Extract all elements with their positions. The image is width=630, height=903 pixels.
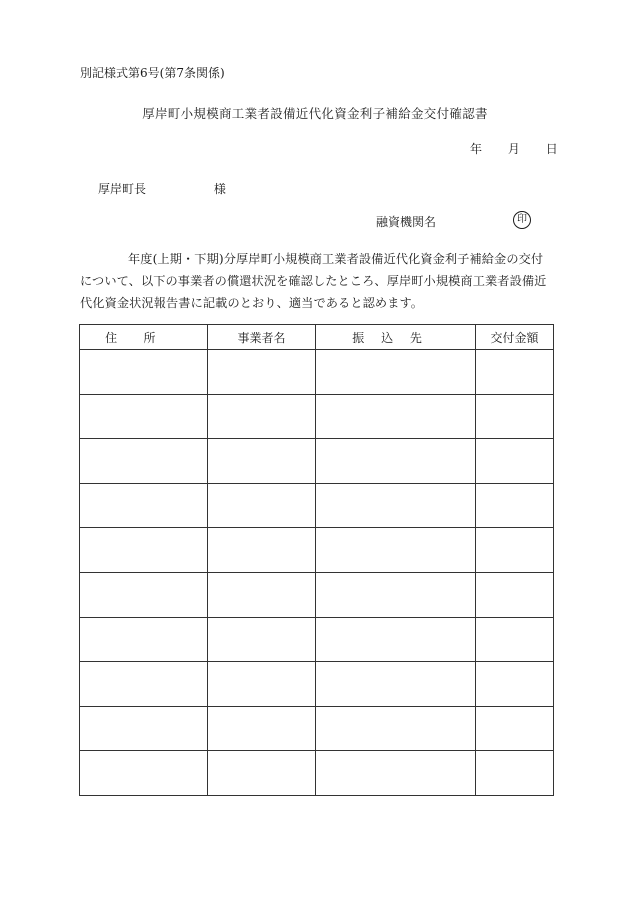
address-cell[interactable] xyxy=(80,439,208,484)
grant-amount-cell[interactable] xyxy=(476,528,554,573)
table-row xyxy=(80,528,554,573)
business-name-cell[interactable] xyxy=(208,572,316,617)
bank-name-label: 融資機関名 xyxy=(376,215,437,229)
grant-amount-cell[interactable] xyxy=(476,483,554,528)
business-name-cell[interactable] xyxy=(208,617,316,662)
grant-amount-cell[interactable] xyxy=(476,706,554,751)
header-address: 住所 xyxy=(80,325,208,350)
header-transfer-destination: 振込先 xyxy=(316,325,476,350)
table-row xyxy=(80,706,554,751)
grant-amount-cell[interactable] xyxy=(476,662,554,707)
year-label: 年 xyxy=(470,142,483,156)
business-name-cell[interactable] xyxy=(208,751,316,796)
transfer-destination-cell[interactable] xyxy=(316,617,476,662)
table-row xyxy=(80,483,554,528)
address-cell[interactable] xyxy=(80,528,208,573)
transfer-destination-cell[interactable] xyxy=(316,751,476,796)
table-row xyxy=(80,439,554,484)
transfer-destination-cell[interactable] xyxy=(316,483,476,528)
address-cell[interactable] xyxy=(80,483,208,528)
business-name-cell[interactable] xyxy=(208,439,316,484)
day-label: 日 xyxy=(545,142,558,156)
addressee xyxy=(98,180,226,197)
seal-mark-icon: 印 xyxy=(513,211,531,229)
grant-amount-cell[interactable] xyxy=(476,350,554,395)
confirmation-text: 年度(上期・下期)分厚岸町小規模商工業者設備近代化資金利子補給金の交付について、以下の事業者の償還状況を確認したところ、厚岸町小規模商工業者設備近代化資金状況報告書に記載のとおり、適当であると認めます。 xyxy=(80,252,547,310)
transfer-destination-cell[interactable] xyxy=(316,394,476,439)
table-row xyxy=(80,572,554,617)
address-cell[interactable] xyxy=(80,350,208,395)
address-cell[interactable] xyxy=(80,617,208,662)
transfer-destination-cell[interactable] xyxy=(316,439,476,484)
date-line xyxy=(470,140,558,157)
address-cell[interactable] xyxy=(80,706,208,751)
grant-amount-cell[interactable] xyxy=(476,439,554,484)
table-header-row xyxy=(80,325,554,350)
address-cell[interactable] xyxy=(80,751,208,796)
transfer-destination-cell[interactable] xyxy=(316,528,476,573)
table-body xyxy=(80,350,554,796)
document-title: 厚岸町小規模商工業者設備近代化資金利子補給金交付確認書 xyxy=(142,106,488,121)
transfer-destination-cell[interactable] xyxy=(316,350,476,395)
address-cell[interactable] xyxy=(80,572,208,617)
table-row xyxy=(80,662,554,707)
month-label: 月 xyxy=(507,142,520,156)
business-name-cell[interactable] xyxy=(208,483,316,528)
transfer-destination-cell[interactable] xyxy=(316,662,476,707)
grant-amount-cell[interactable] xyxy=(476,751,554,796)
business-name-cell[interactable] xyxy=(208,350,316,395)
addressee-honorific: 様 xyxy=(213,182,226,196)
table-row xyxy=(80,617,554,662)
table-row xyxy=(80,350,554,395)
business-name-cell[interactable] xyxy=(208,528,316,573)
header-business-name: 事業者名 xyxy=(208,325,316,350)
grant-amount-cell[interactable] xyxy=(476,617,554,662)
business-name-cell[interactable] xyxy=(208,706,316,751)
report-table xyxy=(79,324,554,796)
transfer-destination-cell[interactable] xyxy=(316,706,476,751)
table-row xyxy=(80,394,554,439)
grant-amount-cell[interactable] xyxy=(476,572,554,617)
table-row xyxy=(80,751,554,796)
addressee-name: 厚岸町長 xyxy=(98,182,147,196)
address-cell[interactable] xyxy=(80,662,208,707)
business-name-cell[interactable] xyxy=(208,662,316,707)
header-grant-amount: 交付金額 xyxy=(476,325,554,350)
transfer-destination-cell[interactable] xyxy=(316,572,476,617)
form-id: 別記様式第6号(第7条関係) xyxy=(80,66,225,80)
business-name-cell[interactable] xyxy=(208,394,316,439)
grant-amount-cell[interactable] xyxy=(476,394,554,439)
address-cell[interactable] xyxy=(80,394,208,439)
